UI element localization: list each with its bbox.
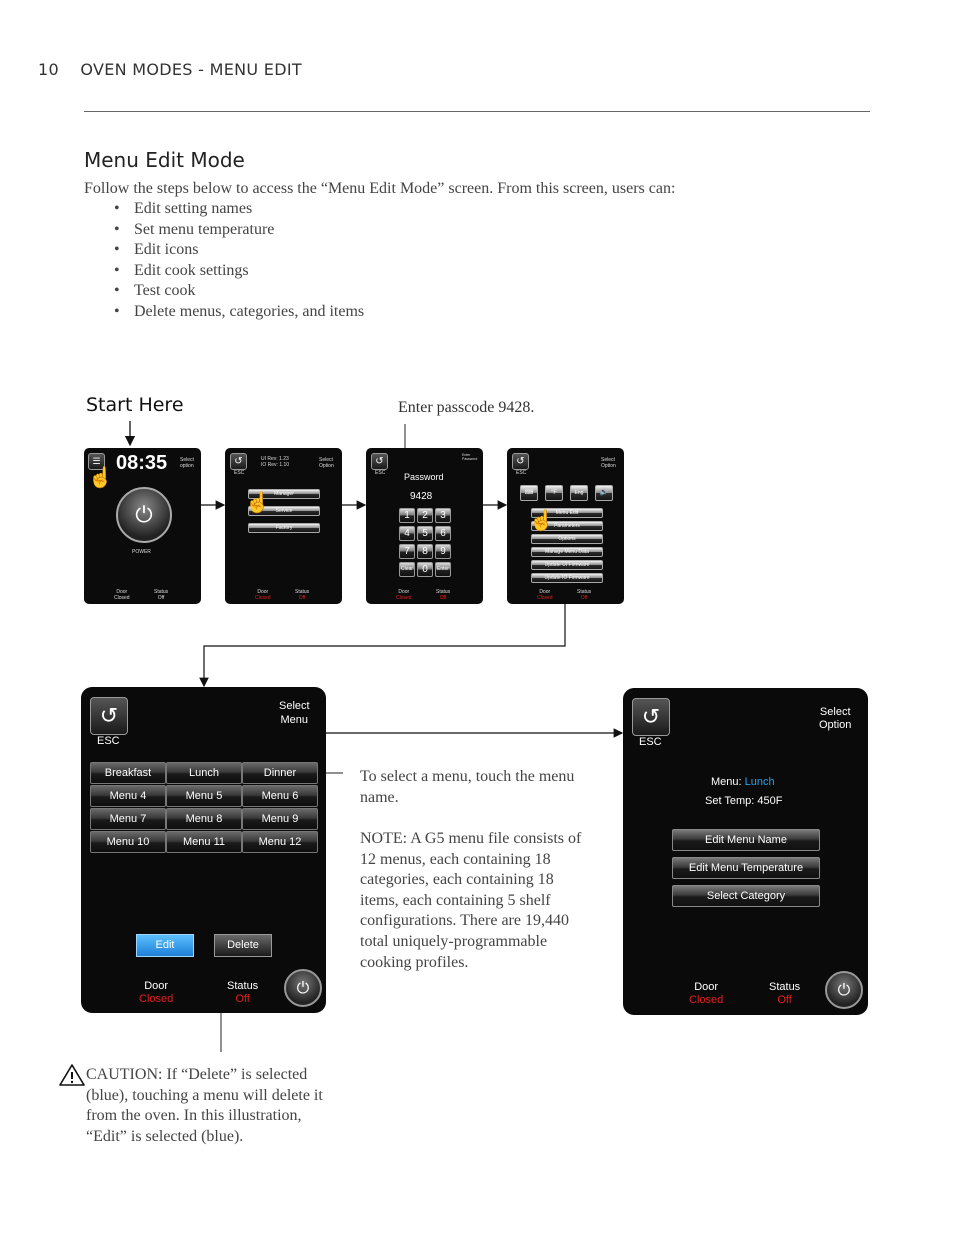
oven-status (769, 981, 800, 1007)
menu-item-9[interactable]: Menu 9 (242, 808, 318, 830)
screen-password (366, 448, 483, 604)
key-5[interactable]: 5 (417, 526, 433, 541)
status-value: Off (777, 994, 792, 1006)
key-4[interactable]: 4 (399, 526, 415, 541)
door-value: Closed (689, 994, 724, 1006)
door-status (537, 589, 553, 601)
list-item: • Set menu temperature (114, 220, 364, 241)
keypad (399, 508, 451, 577)
hand-pointer-icon: ☝ (245, 492, 270, 514)
door-label: Door (398, 589, 410, 595)
esc-label: ESC (97, 735, 120, 747)
power-icon[interactable]: ⏻ (284, 969, 322, 1007)
update-ui-firmware-button[interactable]: Update UI Firmware (531, 560, 603, 570)
select-option-label: Select Option (319, 457, 334, 469)
menu-item-11[interactable]: Menu 11 (166, 831, 242, 853)
factory-button[interactable]: Factory (248, 523, 320, 533)
power-icon[interactable]: ⏻ (116, 487, 172, 543)
status-label: Status (769, 981, 801, 993)
status-label: Status (577, 589, 592, 595)
edit-menu-name-button[interactable]: Edit Menu Name (672, 829, 820, 851)
select-menu-label: Select Menu (279, 700, 310, 726)
key-6[interactable]: 6 (435, 526, 451, 541)
key-0[interactable]: 0 (417, 562, 433, 577)
start-here-label: Start Here (86, 394, 184, 416)
arrow-s4-s5 (204, 604, 565, 686)
door-label: Door (116, 589, 128, 595)
volume-icon[interactable]: 🔊 (595, 485, 613, 501)
door-value: Closed (537, 595, 553, 601)
menu-item-10[interactable]: Menu 10 (90, 831, 166, 853)
menu-select-callout: To select a menu, touch the menu name. (360, 768, 575, 806)
temperature-unit-button[interactable]: °F (545, 485, 563, 501)
door-value: Closed (114, 595, 130, 601)
screen-menu-options (623, 688, 868, 1015)
key-3[interactable]: 3 (435, 508, 451, 523)
options-button[interactable]: Options (531, 534, 603, 544)
menu-value: Lunch (744, 776, 775, 788)
key-enter[interactable]: Enter (435, 562, 451, 577)
status-label: Status (295, 589, 310, 595)
keyboard-icon[interactable]: ⌨ (520, 485, 538, 501)
menu-item-12[interactable]: Menu 12 (242, 831, 318, 853)
password-label: Password (404, 472, 444, 482)
door-label: Door (257, 589, 269, 595)
esc-label: ESC (234, 470, 245, 476)
screen-home (84, 448, 201, 604)
key-9[interactable]: 9 (435, 544, 451, 559)
list-item: • Delete menus, categories, and items (114, 302, 364, 323)
page-running-title: OVEN MODES - MENU EDIT (80, 60, 302, 79)
menu-item-5[interactable]: Menu 5 (166, 785, 242, 807)
door-label: Door (694, 981, 719, 993)
menu-item-6[interactable]: Menu 6 (242, 785, 318, 807)
status-label: Status (154, 589, 169, 595)
menu-item-8[interactable]: Menu 8 (166, 808, 242, 830)
key-clear[interactable]: Clear (399, 562, 415, 577)
manager-button[interactable]: Manager (248, 489, 320, 499)
delete-mode-button[interactable]: Delete (214, 934, 272, 957)
list-item: • Edit setting names (114, 199, 364, 220)
revision-info: UI Rev: 1.23 IO Rev: 1.10 (261, 456, 290, 468)
screen-manager-options (507, 448, 624, 604)
door-status (255, 589, 271, 601)
status-value: Off (235, 993, 250, 1005)
power-label: POWER (132, 549, 151, 555)
password-field[interactable]: 9428 (410, 491, 433, 502)
door-value: Closed (139, 993, 174, 1005)
select-category-button[interactable]: Select Category (672, 885, 820, 907)
set-temperature: Set Temp: 450F (705, 795, 783, 807)
hand-pointer-icon: ☝ (529, 510, 554, 532)
key-1[interactable]: 1 (399, 508, 415, 523)
oven-status (577, 589, 591, 601)
menu-edit-button[interactable]: Menu Edit (531, 508, 603, 518)
list-item: • Edit cook settings (114, 261, 364, 282)
menu-file-note: NOTE: A G5 menu file consists of 12 menus, each containing 18 categories, each containing 18 items, each containing 5 shelf configurations. There are 19,440 total uniquely-programmable cooking profiles. (360, 830, 582, 971)
passcode-note: Enter passcode 9428. (398, 399, 535, 416)
list-item: • Edit icons (114, 240, 364, 261)
status-value: Off (439, 595, 447, 601)
menu-item-breakfast[interactable]: Breakfast (90, 762, 166, 784)
menu-item-dinner[interactable]: Dinner (242, 762, 318, 784)
oven-status (227, 980, 258, 1006)
manage-menu-data-button[interactable]: Manage Menu Data (531, 547, 603, 557)
edit-mode-button[interactable]: Edit (136, 934, 194, 957)
door-label: Door (539, 589, 551, 595)
door-value: Closed (255, 595, 271, 601)
language-button[interactable]: Eng (570, 485, 588, 501)
menu-item-4[interactable]: Menu 4 (90, 785, 166, 807)
select-option-label: Select Option (819, 706, 852, 731)
status-value: Off (157, 595, 165, 601)
edit-menu-temperature-button[interactable]: Edit Menu Temperature (672, 857, 820, 879)
enter-password-label: Enter Password (462, 453, 478, 461)
oven-status (436, 589, 450, 601)
current-menu (711, 776, 775, 788)
door-value: Closed (396, 595, 412, 601)
key-2[interactable]: 2 (417, 508, 433, 523)
door-status (689, 981, 723, 1007)
select-option-label: Select option (180, 457, 194, 469)
caution-note: CAUTION: If “Delete” is selected (blue), touching a menu will delete it from the oven. In this illustration, “Edit” is selected (blue). (86, 1066, 323, 1145)
back-icon[interactable]: ↺ (371, 453, 388, 470)
clock: 08:35 (116, 452, 168, 474)
screen-select-menu (81, 687, 326, 1013)
parameters-button[interactable]: Parameters (531, 521, 603, 531)
esc-label: ESC (516, 470, 527, 476)
hand-pointer-icon: ☝ (88, 467, 113, 489)
status-value: Off (580, 595, 588, 601)
status-label: Status (227, 980, 259, 992)
door-status (114, 589, 130, 601)
back-icon[interactable]: ↺ (230, 453, 247, 470)
select-option-label: Select Option (601, 457, 616, 469)
update-io-firmware-button[interactable]: Update IO Firmware (531, 573, 603, 583)
door-status (396, 589, 412, 601)
menu-label: Menu: (711, 776, 742, 788)
menu-item-7[interactable]: Menu 7 (90, 808, 166, 830)
service-button[interactable]: Service (248, 506, 320, 516)
back-icon[interactable]: ↺ (632, 698, 670, 736)
door-label: Door (144, 980, 169, 992)
oven-status (154, 589, 168, 601)
power-icon[interactable]: ⏻ (825, 971, 863, 1009)
oven-status (295, 589, 309, 601)
back-icon[interactable]: ↺ (90, 697, 128, 735)
warning-icon (59, 1064, 85, 1086)
list-item: • Test cook (114, 281, 364, 302)
intro-text: Follow the steps below to access the “Menu Edit Mode” screen. From this screen, users can: (84, 180, 676, 197)
screen-login-type (225, 448, 342, 604)
page-number: 10 (38, 60, 59, 79)
status-value: Off (298, 595, 306, 601)
menu-icon[interactable]: ☰ (88, 453, 105, 470)
key-8[interactable]: 8 (417, 544, 433, 559)
status-label: Status (436, 589, 451, 595)
esc-label: ESC (639, 736, 662, 748)
menu-item-lunch[interactable]: Lunch (166, 762, 242, 784)
back-icon[interactable]: ↺ (512, 453, 529, 470)
key-7[interactable]: 7 (399, 544, 415, 559)
section-title: Menu Edit Mode (84, 148, 245, 172)
esc-label: ESC (375, 470, 386, 476)
door-status (139, 980, 173, 1006)
